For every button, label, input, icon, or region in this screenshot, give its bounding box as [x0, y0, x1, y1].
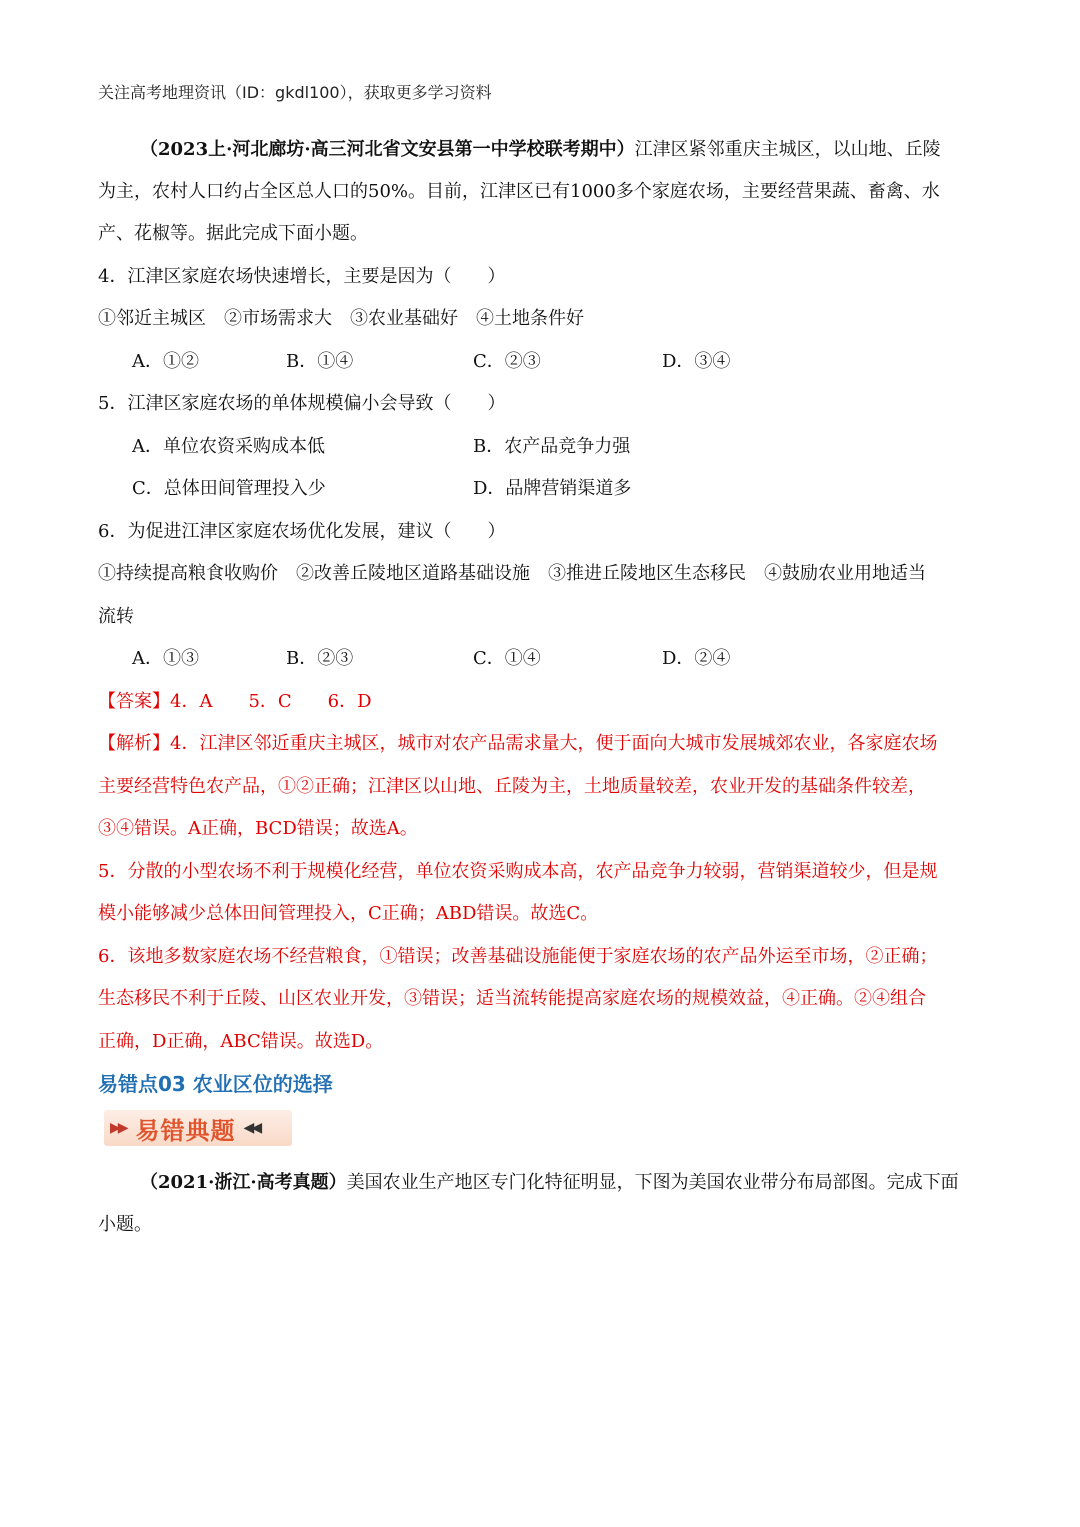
q6-option-c: C．①④	[473, 648, 541, 669]
q6-option-a: A．①③	[132, 648, 199, 669]
passage-line: 为主，农村人口约占全区总人口的50%。目前，江津区已有1000多个家庭农场，主要经营果蔬、畜禽、水	[98, 181, 940, 202]
q4-option-b: B．①④	[286, 351, 354, 372]
analysis-line: 6．该地多数家庭农场不经营粮食，①错误；改善基础设施能便于家庭农场的农产品外运至市场，②正确；	[98, 946, 938, 967]
question-4-stem: 4．江津区家庭农场快速增长，主要是因为（ ）	[98, 266, 506, 287]
analysis-line: 【解析】4．江津区邻近重庆主城区，城市对农产品需求量大，便于面向大城市发展城郊农业，各家庭农场	[98, 733, 938, 754]
q5-option-d: D．品牌营销渠道多	[473, 478, 632, 499]
q5-option-c: C．总体田间管理投入少	[132, 478, 326, 499]
q4-option-c: C．②③	[473, 351, 541, 372]
passage-line	[140, 138, 1030, 162]
q4-option-d: D．③④	[662, 351, 731, 372]
typical-question-badge	[104, 1110, 292, 1146]
question-6-items-cont: 流转	[98, 606, 134, 627]
question-4-items: ①邻近主城区 ②市场需求大 ③农业基础好 ④土地条件好	[98, 308, 584, 329]
analysis-line: 生态移民不利于丘陵、山区农业开发，③错误；适当流转能提高家庭农场的规模效益，④正确。②④组合	[98, 988, 926, 1009]
analysis-line: 模小能够减少总体田间管理投入，C正确；ABD错误。故选C。	[98, 903, 599, 924]
passage-line	[140, 1171, 1030, 1195]
question-source: （2021·浙江·高考真题）	[140, 1172, 347, 1193]
question-6-stem: 6．为促进江津区家庭农场优化发展，建议（ ）	[98, 521, 506, 542]
badge-label: 易错典题	[135, 1116, 236, 1145]
answer-line: 【答案】4．A 5．C 6．D	[98, 691, 372, 712]
q5-option-b: B．农产品竞争力强	[473, 436, 631, 457]
question-6-items: ①持续提高粮食收购价 ②改善丘陵地区道路基础设施 ③推进丘陵地区生态移民 ④鼓励农业用地适当	[98, 563, 926, 584]
double-arrow-left-icon: ◀◀	[243, 1120, 260, 1136]
q5-option-a: A．单位农资采购成本低	[132, 436, 325, 457]
analysis-line: ③④错误。A正确，BCD错误；故选A。	[98, 818, 418, 839]
analysis-line: 5．分散的小型农场不利于规模化经营，单位农资采购成本高，农产品竞争力较弱，营销渠道较少，但是规	[98, 861, 938, 882]
q4-option-a: A．①②	[132, 351, 199, 372]
q6-option-b: B．②③	[286, 648, 354, 669]
analysis-line: 主要经营特色农产品，①②正确；江津区以山地、丘陵为主，土地质量较差，农业开发的基础条件较差，	[98, 776, 926, 797]
passage-text: 江津区紧邻重庆主城区，以山地、丘陵	[634, 139, 941, 160]
passage-line: 产、花椒等。据此完成下面小题。	[98, 223, 368, 244]
passage-text: 美国农业生产地区专门化特征明显，下图为美国农业带分布局部图。完成下面	[346, 1172, 959, 1193]
q6-option-d: D．②④	[662, 648, 731, 669]
question-source: （2023上·河北廊坊·高三河北省文安县第一中学校联考期中）	[140, 139, 635, 160]
question-5-stem: 5．江津区家庭农场的单体规模偏小会导致（ ）	[98, 393, 506, 414]
double-arrow-right-icon: ▶▶	[110, 1120, 126, 1136]
analysis-line: 正确，D正确，ABC错误。故选D。	[98, 1031, 384, 1052]
passage-line: 小题。	[98, 1214, 152, 1235]
section-heading: 易错点03 农业区位的选择	[98, 1072, 333, 1096]
header-note: 关注高考地理资讯（ID：gkdl100），获取更多学习资料	[98, 83, 492, 102]
